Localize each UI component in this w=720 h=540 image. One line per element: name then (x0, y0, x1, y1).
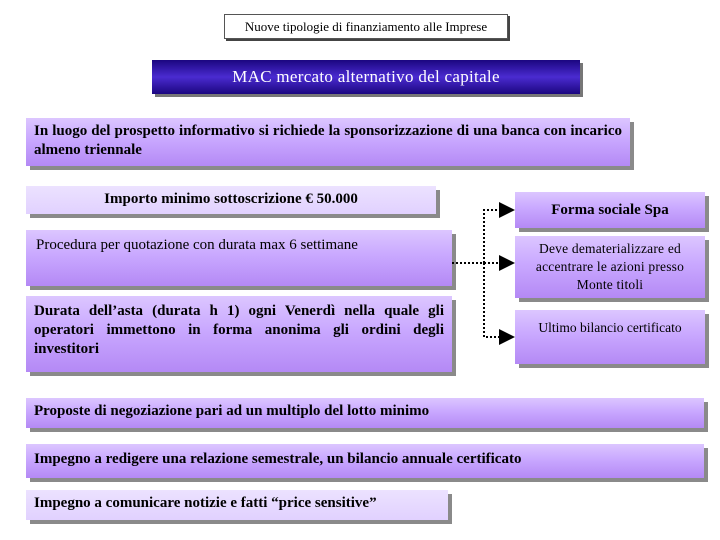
requirement-forma-sociale: Forma sociale Spa (515, 192, 705, 228)
page-title: MAC mercato alternativo del capitale (152, 60, 580, 94)
section-label: Nuove tipologie di finanziamento alle Imprese (224, 14, 508, 39)
requirement-bilancio: Ultimo bilancio certificato (515, 310, 705, 364)
minimum-amount-box: Importo minimo sottoscrizione € 50.000 (26, 186, 436, 214)
connector-forma (484, 210, 513, 263)
requirement-dematerializzare: Deve dematerializzare ed accentrare le azioni presso Monte titoli (515, 236, 705, 298)
connector-bilancio (484, 263, 513, 337)
sponsor-box: In luogo del prospetto informativo si richiede la sponsorizzazione di una banca con incarico almeno triennale (26, 118, 630, 166)
auction-box: Durata dell’asta (durata h 1) ogni Venerdì nella quale gli operatori immettono in forma anonima gli ordini degli investitori (26, 296, 452, 372)
disclosure-commitment-box: Impegno a comunicare notizie e fatti “price sensitive” (26, 490, 448, 520)
negotiation-box: Proposte di negoziazione pari ad un multiplo del lotto minimo (26, 398, 704, 428)
procedure-box: Procedura per quotazione con durata max 6 settimane (26, 230, 452, 286)
report-commitment-box: Impegno a redigere una relazione semestrale, un bilancio annuale certificato (26, 444, 704, 478)
